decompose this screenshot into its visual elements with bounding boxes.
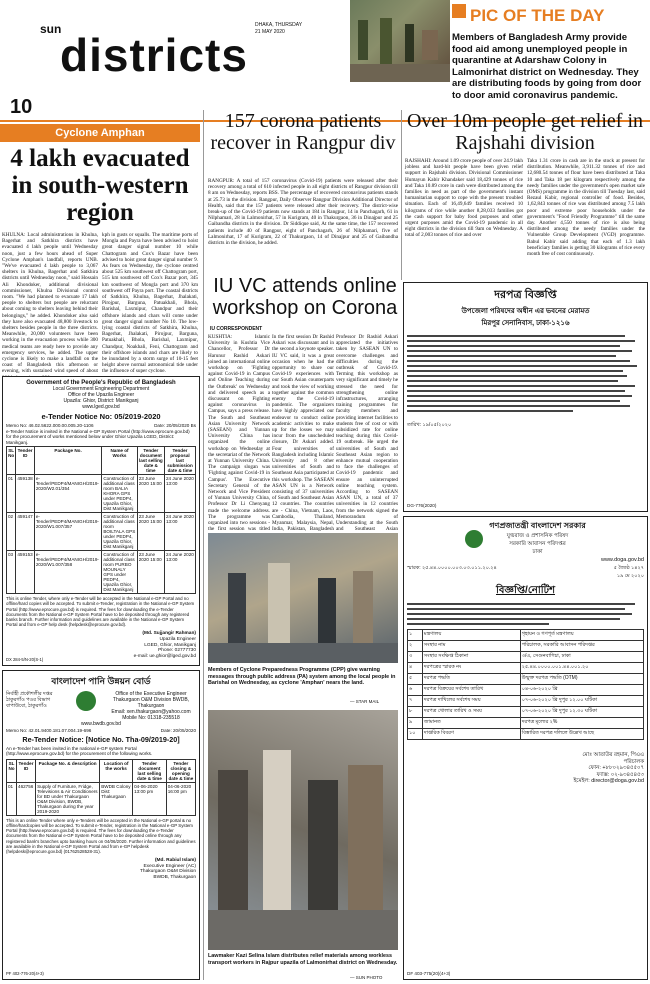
- table-cell: 459153: [16, 551, 35, 594]
- gov-seal-icon: [465, 530, 483, 548]
- table-cell: 04-06-2020 16:00 pm: [166, 782, 195, 815]
- table-cell: 02: [7, 513, 16, 551]
- table-cell: Construction of additional class room BOILTALA GPS under PEDP4, Upazila Ghior, Dist Manikganj: [103, 514, 136, 550]
- iuvc-byline: IU CORRESPONDENT: [210, 326, 263, 332]
- table-row: [408, 674, 644, 685]
- lged-intro: e-Tender Notice is invited in the National e-GP System Portal (http://www.eprocure.gov.bd) for the procurement of works mentioned below under Ghior Upazila LGED, District: Manikganj.: [6, 429, 190, 445]
- relief-photo-figures: [208, 710, 398, 950]
- table-header: Name of Works: [102, 447, 137, 475]
- sun-label: sun: [40, 22, 62, 36]
- bn-tender-notice-1: [403, 282, 648, 512]
- bwdb-mobile: Mobile No: 01318-235518: [122, 715, 180, 721]
- table-cell: গৃহায়ন ও গণপূর্ত মন্ত্রণালয়: [520, 630, 643, 641]
- section-title: districts: [60, 29, 248, 81]
- table-cell: সংস্থার সংক্ষিপ্ত ঠিকানা: [422, 652, 520, 663]
- relief-photo: [208, 710, 398, 950]
- table-header: Tender ID: [16, 447, 35, 475]
- bn1-subtitle: উপজেলা পরিষদের অধীন এর ভবনের মেরামত: [461, 308, 590, 315]
- bwdb-footer: This is an online Tender where only e-Tenders will be accepted in the National e-GP portal & no offline/hardcopies will be accepted. To submit e-Tender, registration in the National e-GP System Portal (http://www.eprocure.gov.bd) is required. The fees for downloading the e-Tender documents from the National e-GP System Portal have to be deposited online through any registered bank's branches upto banking hours on 04/06/2020. Further information and guidelines are available in the National e-GP System Portal and from e-GP helpdesk (helpdesk@eprocure.gov.bd) (01762528528-31).: [6, 817, 196, 855]
- table-cell: দরপত্র খোলার তারিখ ও সময়: [422, 707, 520, 718]
- lged-memo: Memo No: 46.02.5622.000.00.005.20-1106: [6, 423, 94, 428]
- table-cell: Construction of additional class room BALIA KHORA GPS under PEDP4, Upazila Ghior, Dist Manikganj: [102, 475, 137, 513]
- table-cell: দরপত্র মূল্যের ২%: [520, 718, 643, 729]
- cyclone-body-col2: kph in gusts or squalls. The maritime ports of Mongla and Payra have been advised to hoist great danger signal number 10 while Chattogram and Cox's Bazar have been advised to hoist great danger signal number 9. As fears on Wednesday, the cyclone centred about 525 km southwest off Chattogram port, 515 km southwest off Cox's Bazar port, 345 km southwest of Mongla port and 370 km southwest off Payra port. The coastal districts of Satkhira, Khulna, Bagerhat, Jhalakati, Pirojpur, Barguna, Patuakhali, Bhola, Barishal, Laxmipur, Chandpur and their offshore islands and chars will come under great danger signal number No 10. The low-lying coastal districts of Satkhira, Khulna, Bagerhat, Jhalakati, Pirojpur, Barguna, Patuakhali, Bhola, Barishal, Laxmipur, Chandpur, Noakhali, Feni, Chattogram and their offshore islands and chars are likely to be inundated by a storm surge of 10-15 feet height above normal astronomical tide under the influence of super cyclone.: [102, 232, 198, 375]
- lged-web: www.lged.gov.bd: [82, 404, 120, 410]
- table-cell: পরিচালক, সরকারি আবাসন পরিদপ্তর: [520, 641, 643, 652]
- bwdb-office: Office of the Executive Engineer Thakurgaon O&M Division BWDB, Thakurgaon: [112, 691, 190, 709]
- bn2-office: যুগ্মরাজ ও প্রশাসনিক পরিষদ: [506, 533, 569, 539]
- lged-tender-notice: [2, 376, 200, 666]
- table-cell: দরপত্রের স্মারক নং: [422, 663, 520, 674]
- dateline: DHAKA, THURSDAY 21 MAY 2020: [255, 22, 303, 35]
- table-cell: ০৭-০৬-২০২০ খ্রি দুপুর ১২.৩০ ঘটিকা: [520, 707, 643, 718]
- iuvc-body-col1: KUSHTIA: Islamic University in Kushtia Vice Chancellor, Professor Dr Harunur Rashid Askari joined an international online workshop on 'Fighting against Covid-19 in Campus and Online Teaching during the Outbreak' on Wednesday and delivered speech as a discussant on Fighting against coronavirus in Campus, says a press release. The South and Southeast Asian University Network (SASEAN) and Yunnan University China has organized the online workshop on Wednesday at the secretariat of the Network at Yunnan University China. The campaign slogan was 'Fighting against Covid-19 in Campus'. The Executive Secretary General of the Network and Vice President of Yunnan University China, Professor Dr Li Chenyang made the welcome address. The programme was organized into two sessions - the first session was titled: [208, 334, 270, 533]
- table-cell: ৮: [408, 707, 423, 718]
- table-cell: জামানত: [422, 718, 520, 729]
- rajshahi-headline: Over 10m people get relief in Rajshahi division: [406, 110, 644, 154]
- table-cell: ২: [408, 641, 423, 652]
- table-row: [7, 782, 196, 815]
- cyclone-headline: 4 lakh evacuated in south-western region: [10, 145, 190, 226]
- table-cell: ৪: [408, 663, 423, 674]
- table-row: [408, 696, 644, 707]
- table-cell: 462756: [17, 782, 36, 815]
- lged-title: e-Tender Notice No: 05/2019-2020: [41, 412, 161, 421]
- cpp-photo-credit: — STAR MAIL: [350, 699, 380, 704]
- table-cell: মন্ত্রণালয়: [422, 630, 520, 641]
- bwdb-left-bn: নির্বাহী প্রকৌশলীর দপ্তর ঠাকুরগাঁও পওর বিভাগ বাপাউবো, ঠাকুরগাঁও: [6, 691, 53, 709]
- rangpur-body: RANGPUR: A total of 157 coronavirus (Covid-19) patients were released after their recovery among a total of 610 infected people in all eight districts of Rangpur division till 8 am on Wednesday, reports BSS. The percentage of recovered coronavirus patients stands at 25.73 in the division. Rangpur, Daily Observer Rangpur Division Additional Director of Health, said that the 157 patients were released after their recovery. The district-wise break-up of the Covid-19 patients now stands at 184 in Rangpur, 14 in Panchagarh, 61 in Nilphamari, 28 in Lalmonirhat, 57 in Kurigram, 40 in Thakurgaon, 36 in Dinajpur and 25 Gaibandha districts in the division. Dr Siddique said, At the same time, the 157 recovered patients include 40 of Rangpur, eight of Panchagarh, 26 of Nilphamari, five of Lalmonirhat, 17 of Kurigram, 22 of Thakurgaon, 14 of Dinajpur and 25 of Gaibandha districts in the division, he added.: [208, 178, 398, 247]
- bn2-memo: স্মারক: ২৫.৪৪.০০০০.০০৩.০৩.০১১.২০.২৪: [407, 565, 497, 571]
- table-header: Package No.: [34, 447, 101, 475]
- bwdb-web: www.bwdb.gov.bd: [81, 721, 121, 727]
- rangpur-headline: 157 corona patients recover in Rangpur div: [210, 110, 396, 154]
- table-cell: ৫: [408, 674, 423, 685]
- lged-sig-phone: Phone: 02777730: [158, 648, 196, 654]
- table-row: [408, 685, 644, 696]
- iuvc-headline: IU VC attends online workshop on Corona: [212, 275, 398, 319]
- table-header: SL No: [7, 759, 17, 782]
- table-header: Package No. & description: [36, 759, 100, 782]
- table-cell: Supply of Furniture, Fridge, Televisions & Air Conditioners for BD under Thakurgaon O&M Division, BWDB, Thakurgaon during the year 2019-2020: [36, 782, 100, 815]
- lged-sig-office: LGED, Ghior, Manikganj: [144, 642, 196, 648]
- table-cell: 04-06-2020 13:00 pm: [133, 782, 167, 815]
- table-cell: ৩/এ, সেগুনবাগিচা, ঢাকা: [520, 652, 643, 663]
- lged-ref: DX 284-5/N-20(S-1): [6, 657, 44, 662]
- bn2-contact-email: ইমেইল: director@doga.gov.bd: [573, 778, 644, 785]
- potd-title: PIC OF THE DAY: [470, 6, 605, 25]
- bn2-gov: গণপ্রজাতন্ত্রী বাংলাদেশ সরকার: [489, 521, 586, 530]
- potd-marker: [452, 4, 466, 18]
- table-row: [7, 551, 196, 594]
- table-cell: 24 June 2020 13:00: [164, 551, 195, 594]
- table-cell: 01: [7, 475, 16, 513]
- table-header: SL No: [7, 447, 16, 475]
- potd-caption: Members of Bangladesh Army provide food aid among unemployed people in quarantine at Adarshaw Colony in Lalmonirhat district on Wednesday. They are distributing foods by going from door to door amid coronavirus pandemic.: [452, 32, 642, 101]
- table-cell: ৩: [408, 652, 423, 663]
- bwdb-title-bn: বাংলাদেশ পানি উন্নয়ন বোর্ড: [51, 676, 151, 686]
- bwdb-sig-place: BWDB, Thakurgaon: [153, 875, 196, 881]
- table-cell: Construction of additional class room PURBO MOUNALY GPS under PEDP4, Upazila Ghior, Dist Manikganj: [102, 551, 137, 594]
- table-cell: 01: [7, 782, 17, 815]
- lged-gov: Government of the People's Republic of Bangladesh: [26, 380, 176, 386]
- lged-table: [6, 446, 196, 594]
- table-cell: BWDB Colony Dist: Thakurgaon: [100, 782, 133, 815]
- bn-tender-notice-2: [403, 516, 648, 980]
- table-row: [408, 729, 644, 740]
- bn1-ref: DG-776(2020): [407, 503, 437, 508]
- rajshahi-body-col2: Taka 1.31 crore in cash are in the stock at present for distribution. Meanwhile, 3,911.32 tonnes of rice and 12,680.54 tonnes of flour have been distributed at Taka 10 and Taka 18 per kilogram respectively among the needy families under the government's open market sale (OMS) programme in the division till Tuesday last, said Rezaul Kabir, regional controller of food. Besides, 1,62,843 tonnes of rice was distributed among 7.5 lakh poor and extreme poor households under the government's "Food Friendly Programme" till the same day. Another 4,550 tonnes of rice is also being distributed among the needy families under the Vulnerable Group Development (VGD) programme. Babul Kabir said adding that each of 1.3 lakh beneficiary families is getting 30 kilograms of rice every month free of cost continuously.: [527, 158, 645, 258]
- table-cell: e-Tender/PEDP4/MANIGH/2019-2020/W2.01/354: [34, 475, 101, 513]
- table-cell: উন্মুক্ত দরপত্র পদ্ধতি (OTM): [520, 674, 643, 685]
- bn2-intro: [407, 603, 644, 625]
- table-cell: সংস্থার নাম: [422, 641, 520, 652]
- table-cell: 23 June 2020 15:00: [137, 513, 164, 551]
- lged-dept: Local Government Engineering Department: [52, 386, 150, 392]
- table-cell: 24 June 2020 13:00: [164, 475, 195, 513]
- table-cell: ১: [408, 630, 423, 641]
- bn2-date: ৫ জ্যৈষ্ঠ ১৪২৭ ১৯ মে ২০২০: [613, 565, 644, 579]
- potd-photo: [350, 0, 450, 82]
- bwdb-intro: An e-Tender has been invited in the national e-GP system Portal (http://www.eprocure.gov.bd) for the procurement of the following works.: [6, 746, 153, 757]
- bn2-table: [407, 629, 644, 740]
- rajshahi-body-col1: RAJSHAHI: Around 1.09 crore people of over 24.9 lakh jobless and hard-hit people have been given relief support in Rajshahi division. Divisional Commissioner Humayun Kabir Khandaker said 18,429 tonnes of rice and Taka 10.89 crore in cash were distributed among the families in need as part of the government's instant humanitarian support to cope with the present troubled situation. Each of 16,49,649 families received 10 kilograms of rice while another 8,28,033 families got the cash support for baby food purposes and other urgent purposes amid the Covid-19 pandemic in all eight districts in the division till 9am on Wednesday. A total of 2,003 tonnes of rice and over: [405, 158, 523, 239]
- table-cell: e-Tender/PEDP4/MANIGH/2019-2020/W1.007/357: [34, 513, 101, 551]
- bwdb-logo-icon: [76, 691, 96, 711]
- cyclone-body-col1: KHULNA: Local administrations in Khulna, Bagerhat and Satkhira districts have evacuated 4 lakh people until Wednesday noon, just a few hours ahead of Super Cyclone Amphan's landfall, reports UNB. "We've evacuated 4 lakh people to 3,067 shelters in Khulna, Bagerhat and Satkhira districts until Wednesday noon," said Hossain Ali Khondoker, additional divisional commissioner, Khulna Divisional control room. "We had planned to evacuate 17 lakh people to shelters but people are reluctant about coming to shelters leaving behind their belongings," he added. Khondoker also said they have also evacuated 48,800 livestock to shelters besides people in the three districts. Meanwhile, 20,000 volunteers have been working in the evacuation process while 300 medical teams are ready here to provide any emergency services, he added. The upper cyclone is likely to make a landfall on the coast of Bangladesh this afternoon or evening, with sustained wind speed of about: [2, 232, 98, 375]
- cpp-photo-caption: Members of Cyclone Preparedness Programme (CPP) give warning messages through public address (PA) system among the local people in Barishal on Wednesday, as cyclone 'Amphan' nears the land.: [208, 667, 396, 687]
- bwdb-memo: Memo No: 42.01.9400.181.07.004.19-696: [6, 728, 92, 733]
- table-cell: 24 June 2020 13:00: [164, 513, 195, 551]
- table-cell: 03: [7, 551, 16, 594]
- bwdb-tender-notice: [2, 670, 200, 980]
- bn2-office2: সরকারি আবাসন পরিদপ্তর: [509, 541, 566, 547]
- masthead: [0, 0, 650, 120]
- table-cell: দরপত্র পদ্ধতি: [422, 674, 520, 685]
- potd-photo-figures: [350, 0, 450, 82]
- bn2-contact-title: পরিচালক: [623, 758, 644, 765]
- table-header: Tender proposal last submission date & time: [164, 447, 195, 475]
- relief-photo-caption: Lawmaker Kazi Selina Islam distributes relief materials among workless transport workers in Rajpur upazila of Lalmonirhat district on Wednesday.: [208, 953, 398, 966]
- bn2-office3: ঢাকা: [532, 549, 543, 555]
- table-cell: ৭: [408, 696, 423, 707]
- relief-photo-credit: — SUN PHOTO: [350, 975, 383, 980]
- table-cell: দরপত্র বিক্রয়ের সর্বশেষ তারিখ: [422, 685, 520, 696]
- table-cell: দরপত্র দাখিলের সর্বশেষ সময়: [422, 696, 520, 707]
- bwdb-sig-office: Thakurgaon O&M Division: [140, 869, 196, 875]
- table-cell: ০৪-০৬-২০২০ খ্রি: [520, 685, 643, 696]
- table-row: [408, 652, 644, 663]
- table-cell: 23 June 2020 15:00: [137, 551, 164, 594]
- table-cell: ২৫.৪৪.০০০০.০০১.৪৪.০০১.২০: [520, 663, 643, 674]
- page-number: 10: [10, 96, 33, 118]
- bn1-subtitle2: মিরপুর সেনানিবাস, ঢাকা-১২১৬: [481, 320, 570, 327]
- bwdb-sig-title: Executive Engineer (AC): [143, 863, 196, 869]
- bn1-body: [407, 335, 644, 412]
- bwdb-ref: PF 402-776-20(4+3): [6, 971, 44, 976]
- table-header: Tender document last selling date & time: [138, 448, 163, 474]
- table-cell: ১০: [408, 729, 423, 740]
- table-cell: দাপ্তরিক বিবরণ: [422, 729, 520, 740]
- lged-sig-email: e-mail: ue.ghior@lged.gov.bd: [133, 653, 196, 659]
- bwdb-email: Email: xen.thakurgaon@yahoo.com: [111, 709, 191, 715]
- table-row: [408, 663, 644, 674]
- lged-signature: (Md. Sujjangir Rahman): [142, 631, 196, 637]
- table-cell: e-Tender/PEDP4/MANIGH/2019-2020/W1.007/358: [34, 551, 101, 594]
- bn2-contact-phone: ফোন: +৮৮০২৯৩৪৫৫০৭: [588, 765, 644, 772]
- bn2-contact-fax: ফ্যাক্স: ০২-৯৩৪৫৪৫৩: [596, 771, 644, 778]
- table-row: [408, 718, 644, 729]
- table-row: [408, 641, 644, 652]
- table-header: Tender ID: [17, 759, 36, 782]
- bwdb-signature: (Md. Rabiul Islam): [154, 858, 196, 864]
- lged-place: Upazila: Ghior, District: Manikganj: [63, 398, 139, 404]
- bn2-web: www.doga.gov.bd: [600, 557, 644, 563]
- iuvc-body-col2: In the first session Dr Rashid Askari was discussant and in the second a keynote speaker. IU VC said, it was a great occasion when he had the opportunity to share our Covid-19 experiences with our South Asian counterparts and took the view of working together against the common enemy the Covid-19 pandemic. The organizers have highly appreciated our endeavor to conduct online academic activities to make up for the losses we may incur from the unscheduled closure, Dr Askari added. Four universities of Bangladesh including Islamic University and 8 other universities of South and Southeast Asia participated at this workshop. The SASEAN ASAN UN is a Network consisting of 37 universities of South and Southeast Asian 12 countries. The countries are - China, Vietnam, Laos, Cambodia, Thailand, Myanmar, Malaysia, Nepal, India, Pakistan, Bangladesh: [272, 334, 334, 533]
- table-header: Location of the works: [100, 759, 133, 782]
- lged-office: Office of the Upazila Engineer: [67, 392, 135, 398]
- lged-footer: This is online Tender, where only e-Tender will be accepted in the National e-GP Portal and no offline/hard copies will be accepted. To submit e-Tender, registration in the National e-GP System Portal (http://www.eprocure.gov.bd) is required. The fees for downloading the e-Tender documents from the National e-GP System Portal have to be deposited through any registered banks branch. Further information and guidelines are available in the National e-GP System Portal and from e-GP help desk (helpdesk@eprocure.gov.bd).: [6, 596, 195, 628]
- table-cell: ৬: [408, 685, 423, 696]
- table-cell: ৯: [408, 718, 423, 729]
- table-cell: ০৭-০৬-২০২০ খ্রি দুপুর ১২.০০ ঘটিকা: [520, 696, 643, 707]
- cpp-photo: [208, 533, 398, 663]
- table-row: [7, 475, 196, 513]
- bn2-ref: DF 403-775(20)(4+3): [407, 971, 451, 976]
- lged-sig-title: Upazila Engineer: [159, 637, 196, 643]
- table-cell: 23 June 2020 15:00: [137, 475, 164, 513]
- table-cell: 459147: [16, 513, 35, 551]
- cyclone-banner: Cyclone Amphan: [0, 124, 200, 142]
- column-divider: [203, 110, 204, 980]
- table-row: [408, 707, 644, 718]
- table-row: [7, 513, 196, 551]
- table-cell: 459138: [16, 475, 35, 513]
- table-cell: বিস্তারিত দরপত্র দলিলে উল্লেখ আছে: [520, 729, 643, 740]
- column-divider: [401, 110, 402, 280]
- lged-date: Date: 20/05/2020 Bs: [154, 423, 196, 428]
- bwdb-table: [6, 759, 196, 816]
- bn2-contact-name: মোঃ আতাউর রহমান, পিএএ: [582, 752, 644, 758]
- table-header: Tender closing & opening date & time: [166, 759, 195, 782]
- table-header: Tender document last selling date & time: [133, 759, 167, 782]
- bn2-title: বিজ্ঞপ্তি/নোটিশ: [495, 585, 555, 596]
- cpp-photo-figures: [208, 533, 398, 663]
- table-row: [408, 630, 644, 641]
- bn1-signer: তারিখ: ১৯/০৫/২০২০: [407, 422, 452, 428]
- iuvc-body-col3: Professor Dr Rashid Askari appreciated the initiatives taken by SASEAN UN to overcome challenges and difficulties during the outbreak of Covid-19. Terming this workshop as very significant and timely he stressed the need for strengthening online infrastructures, arranging training programmes for faculty members and providing internet facilities to students free of cost or with subsidized rate for online teaching during this Covid-19 outbreak. He urged the universities of South and Southeast Asian region to enhance mutual cooperation to face the challenges of Covid-19 pandemic and ensure an uninterrupted online teaching system. According to SASEAN ASAN UN, a total of 37 universities in 12 countries from the network signed the Memorandum of Understanding at the South and Southeast Asian: [336, 334, 398, 533]
- bwdb-title: Re-Tender Notice: [Notice No. Tha-09/2019-20]: [22, 735, 180, 744]
- bwdb-date: Date: 20/05/2020: [160, 728, 196, 733]
- bn1-title: দরপত্র বিজ্ঞপ্তি: [494, 289, 557, 301]
